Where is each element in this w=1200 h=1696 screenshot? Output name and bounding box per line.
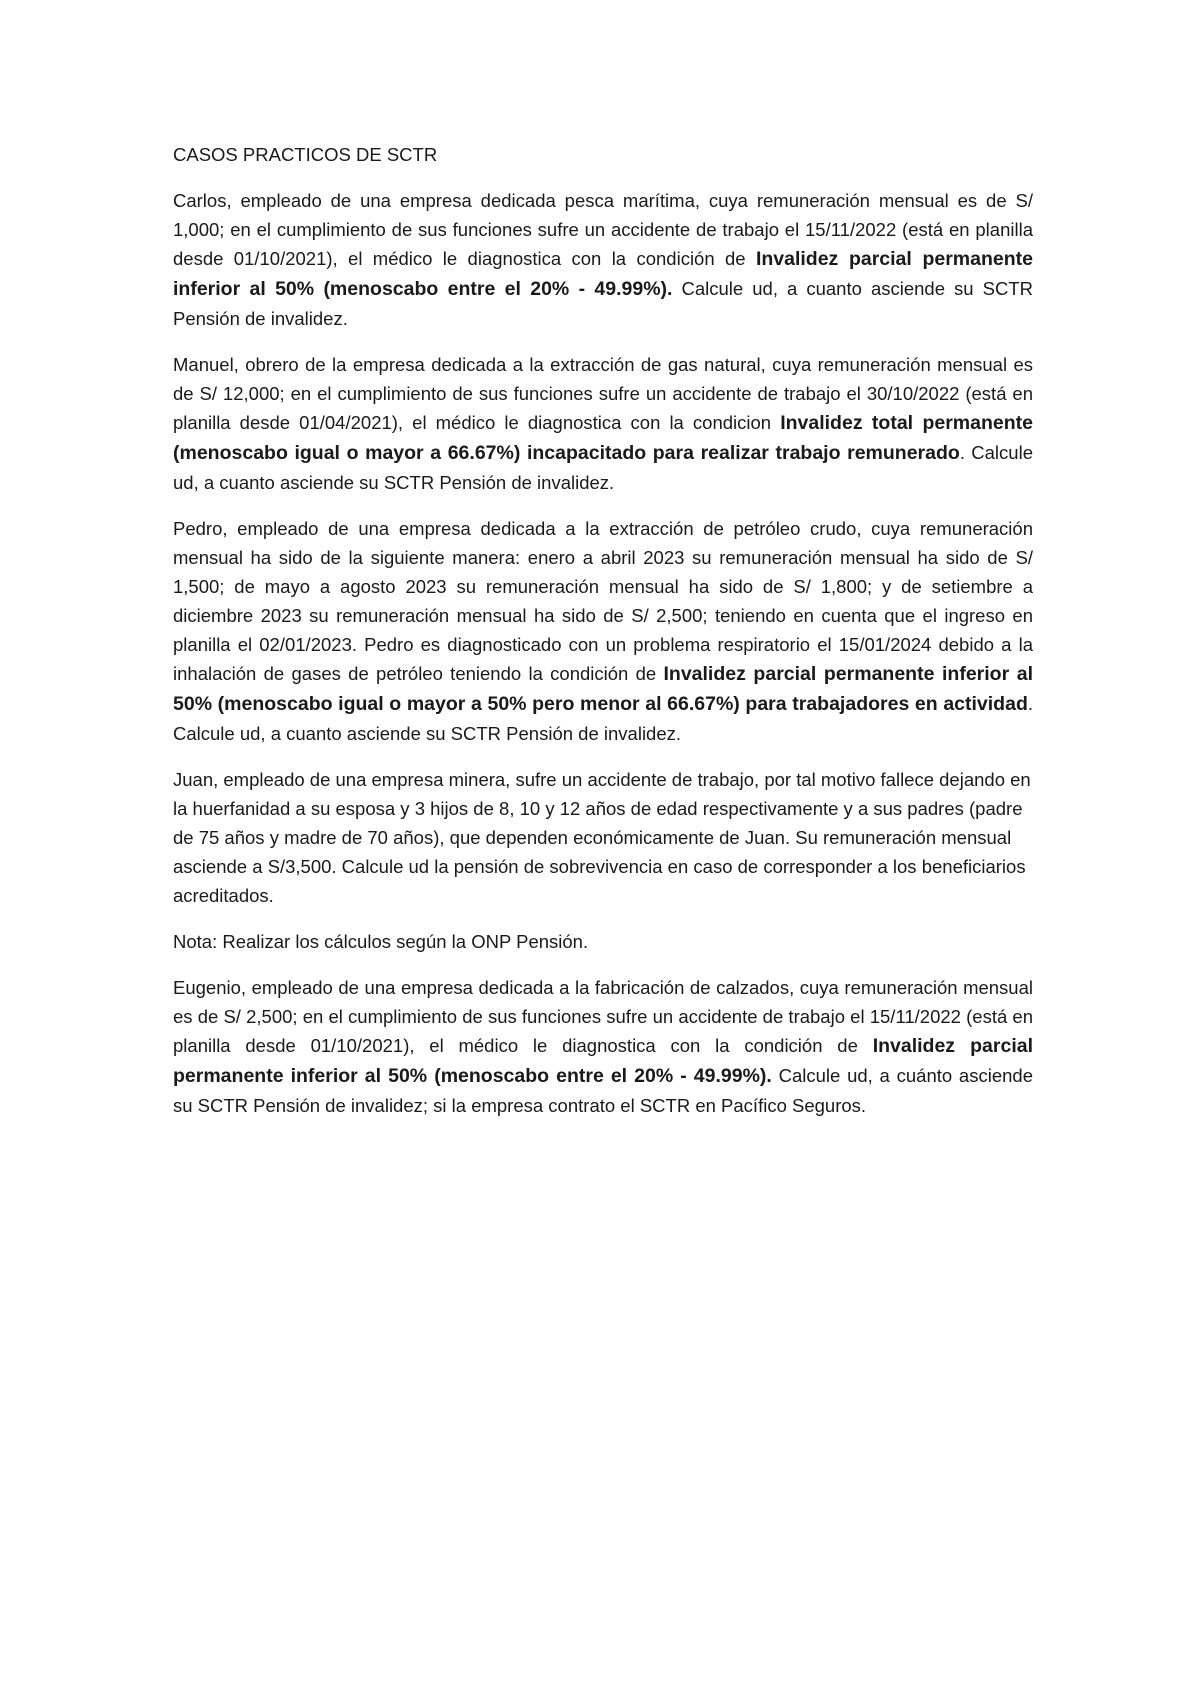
- document-body: [173, 140, 1033, 1137]
- document-title: CASOS PRACTICOS DE SCTR: [173, 144, 438, 165]
- case-manuel-text: Manuel, obrero de la empresa dedicada a la extracción de gas natural, cuya remuneración mensual es de S/ 12,000; en el cumplimiento de sus funciones sufre un accidente de trabajo el 30/10/2022 (está en planilla desde 01/04/2021), el médico le diagnostica con la condicion: [173, 354, 1033, 433]
- case-juan-paragraph: Juan, empleado de una empresa minera, sufre un accidente de trabajo, por tal motivo fallece dejando en la huerfanidad a su esposa y 3 hijos de 8, 10 y 12 años de edad respectivamente y a sus padres (padre de 75 años y madre de 70 años), que dependen económicamente de Juan. Su remuneración mensual asciende a S/3,500. Calcule ud la pensión de sobrevivencia en caso de corresponder a los beneficiarios acreditados.: [173, 769, 1031, 906]
- case-pedro-condition: Invalidez parcial permanente inferior al 50% (menoscabo igual o mayor a 50% pero menor al 66.67%) para trabajadores en actividad: [173, 663, 1034, 715]
- note-paragraph: Nota: Realizar los cálculos según la ONP Pensión.: [173, 931, 589, 952]
- case-manuel-paragraph: [173, 350, 1033, 497]
- case-pedro-text: Pedro, empleado de una empresa dedicada a la extracción de petróleo crudo, cuya remuneración mensual ha sido de la siguiente manera: enero a abril 2023 su remuneración mensual ha sido de S/ 1,500; de mayo a agosto 2023 su remuneración mensual ha sido de S/ 1,800; y de setiembre a diciembre 2023 su remuneración mensual ha sido de S/ 2,500; teniendo en cuenta que el ingreso en planilla el 02/01/2023. Pedro es diagnosticado con un problema respiratorio el 15/01/2024 debido a la inhalación de gases de petróleo teniendo la condición de: [173, 518, 1033, 684]
- case-carlos-question: Calcule ud, a cuanto asciende su SCTR Pensión de invalidez.: [173, 278, 1033, 329]
- case-manuel-condition: Invalidez total permanente (menoscabo igual o mayor a 66.67%) incapacitado para realizar trabajo remunerado: [173, 412, 1033, 464]
- case-eugenio-condition: Invalidez parcial permanente inferior al 50% (menoscabo entre el 20% - 49.99%).: [173, 1035, 1033, 1087]
- case-carlos-paragraph: [173, 186, 1033, 333]
- case-manuel-question: . Calcule ud, a cuanto asciende su SCTR Pensión de invalidez.: [173, 442, 1033, 493]
- case-pedro-question: . Calcule ud, a cuanto asciende su SCTR Pensión de invalidez.: [173, 693, 1033, 744]
- case-carlos-condition: Invalidez parcial permanente inferior al 50% (menoscabo entre el 20% - 49.99%).: [173, 248, 1033, 300]
- case-eugenio-text: Eugenio, empleado de una empresa dedicada a la fabricación de calzados, cuya remuneración mensual es de S/ 2,500; en el cumplimiento de sus funciones sufre un accidente de trabajo el 15/11/2022 (está en planilla desde 01/10/2021), el médico le diagnostica con la condición de: [173, 977, 1033, 1056]
- case-pedro-paragraph: [173, 514, 1033, 748]
- case-eugenio-question: Calcule ud, a cuánto asciende su SCTR Pensión de invalidez; si la empresa contrato el SCTR en Pacífico Seguros.: [173, 1065, 1033, 1116]
- case-carlos-text: Carlos, empleado de una empresa dedicada pesca marítima, cuya remuneración mensual es de S/ 1,000; en el cumplimiento de sus funciones sufre un accidente de trabajo el 15/11/2022 (está en planilla desde 01/10/2021), el médico le diagnostica con la condición de: [173, 190, 1033, 269]
- case-eugenio-paragraph: [173, 973, 1033, 1120]
